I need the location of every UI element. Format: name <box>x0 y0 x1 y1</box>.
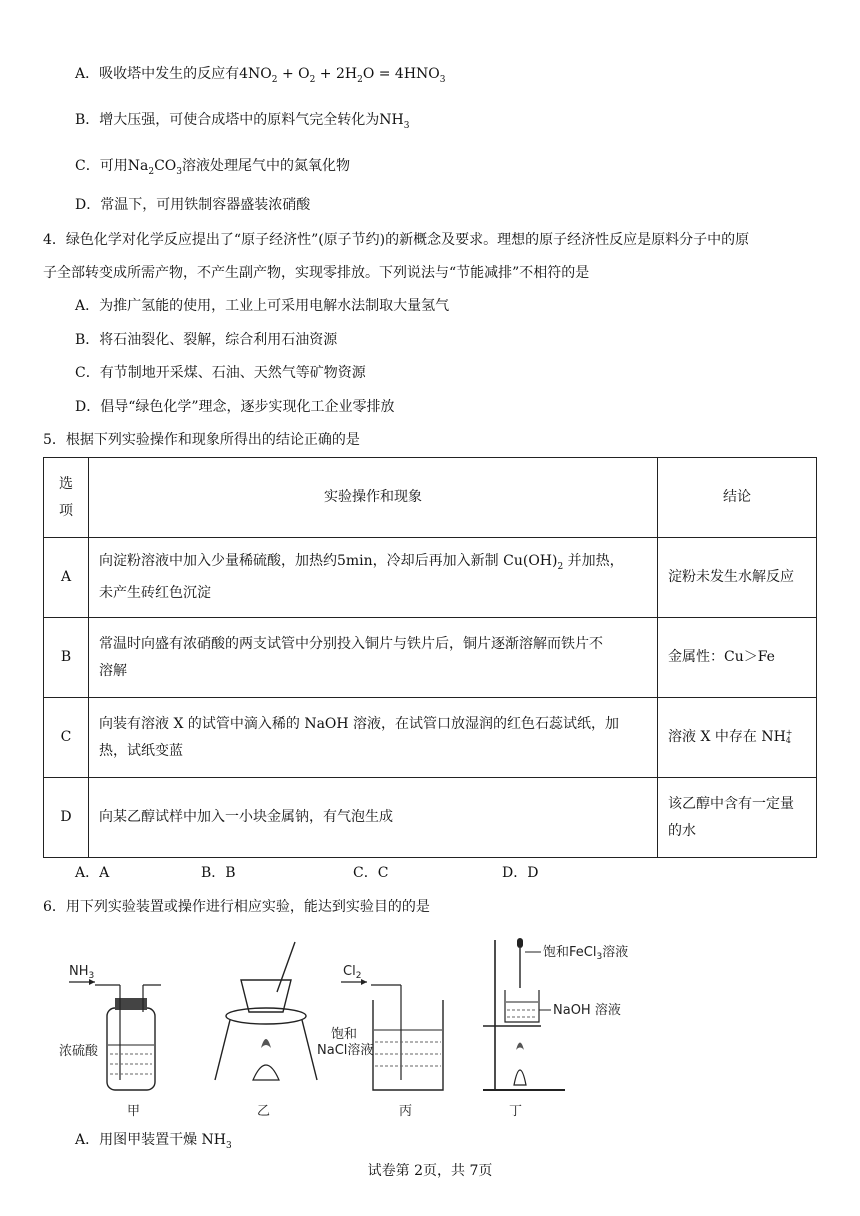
row-operation: 常温时向盛有浓硝酸的两支试管中分别投入铜片与铁片后，铜片逐渐溶解而铁片不 溶解 <box>89 618 658 698</box>
q5-table <box>43 457 817 858</box>
table-row <box>44 698 817 778</box>
row-conclusion: 淀粉未发生水解反应 <box>658 538 817 618</box>
q6-option-a: A．用图甲装置干燥 $NH_3$ <box>75 1132 232 1151</box>
q3-option-a <box>75 64 446 90</box>
q3-option-b: B．增大压强，可使合成塔中的原料气完全转化为$NH_3$ <box>75 112 410 131</box>
header-conclusion: 结论 <box>658 458 817 538</box>
row-option: B <box>44 618 89 698</box>
bing-caption: 丙 <box>399 1104 413 1119</box>
apparatus-bing <box>317 964 443 1119</box>
q4-option-a: A．为推广氢能的使用，工业上可采用电解水法制取大量氢气 <box>75 298 450 314</box>
jia-gas-label: $NH_3$ <box>69 964 95 981</box>
q5-choice-c: C．C <box>353 865 389 881</box>
q6-apparatus-figure <box>59 930 665 1120</box>
jia-liquid-label: 浓硫酸 <box>59 1044 99 1059</box>
q6-stem: 6．用下列实验装置或操作进行相应实验，能达到实验目的的是 <box>43 899 430 915</box>
apparatus-yi <box>215 942 317 1119</box>
row-option: A <box>44 538 89 618</box>
q5-choice-b: B．B <box>201 865 236 881</box>
q3-option-c: C．可用$Na_2CO_3$溶液处理尾气中的氮氧化物 <box>75 158 350 177</box>
jia-caption: 甲 <box>127 1104 141 1119</box>
page-footer: 试卷第 2页，共 7页 <box>367 1163 493 1179</box>
q5-choice-a: A．A <box>75 865 110 881</box>
row-conclusion: 溶液 X 中存在 NH+ 4 <box>658 698 817 778</box>
q4-option-b: B．将石油裂化、裂解，综合利用石油资源 <box>75 332 338 348</box>
row-operation: 向装有溶液 X 的试管中滴入稀的 NaOH 溶液，在试管口放湿润的红色石蕊试纸，加 热，试纸变蓝 <box>89 698 658 778</box>
table-row <box>44 778 817 858</box>
ding-mid-label: NaOH 溶液 <box>553 1003 621 1018</box>
bing-liquid-label-2: NaCl溶液 <box>317 1043 374 1058</box>
row-option: C <box>44 698 89 778</box>
table-header-row <box>44 458 817 538</box>
bing-gas-label: $Cl_2$ <box>343 964 362 981</box>
row-operation: 向淀粉溶液中加入少量稀硫酸，加热约5min，冷却后再加入新制 $Cu(OH)_2$ 并加热， 未产生砖红色沉淀 <box>89 538 658 618</box>
table-row <box>44 618 817 698</box>
apparatus-ding <box>483 938 628 1119</box>
ding-top-label: 饱和FeCl$_3$溶液 <box>543 945 629 962</box>
ding-caption: 丁 <box>509 1104 523 1119</box>
q5-choice-d: D．D <box>502 865 539 881</box>
row-option: D <box>44 778 89 858</box>
q3-option-d: D．常温下，可用铁制容器盛装浓硝酸 <box>75 197 311 213</box>
yi-caption: 乙 <box>257 1104 271 1119</box>
q5-stem: 5．根据下列实验操作和现象所得出的结论正确的是 <box>43 432 360 448</box>
row-conclusion: 该乙醇中含有一定量 的水 <box>658 778 817 858</box>
q3-option-a-text: A．吸收塔中发生的反应有 <box>75 66 240 82</box>
q4-option-c: C．有节制地开采煤、石油、天然气等矿物资源 <box>75 365 366 381</box>
header-option: 选 项 <box>44 458 89 538</box>
bing-liquid-label-1: 饱和 <box>331 1027 358 1042</box>
header-operation: 实验操作和现象 <box>89 458 658 538</box>
row-operation: 向某乙醇试样中加入一小块金属钠，有气泡生成 <box>89 778 658 858</box>
apparatus-jia <box>59 964 161 1119</box>
q4-option-d: D．倡导“绿色化学”理念，逐步实现化工企业零排放 <box>75 399 395 415</box>
q4-stem-line2: 子全部转变成所需产物，不产生副产物，实现零排放。下列说法与“节能减排”不相符的是 <box>43 265 590 281</box>
table-row <box>44 538 817 618</box>
q3-option-a-equation: $4NO_2 + O_2 + 2H_2O = 4HNO_3$ <box>239 66 446 85</box>
row-conclusion: 金属性：Cu＞Fe <box>658 618 817 698</box>
q4-stem-line1: 4．绿色化学对化学反应提出了“原子经济性”(原子节约)的新概念及要求。理想的原子经济性反应是原料分子中的原 <box>43 232 750 248</box>
